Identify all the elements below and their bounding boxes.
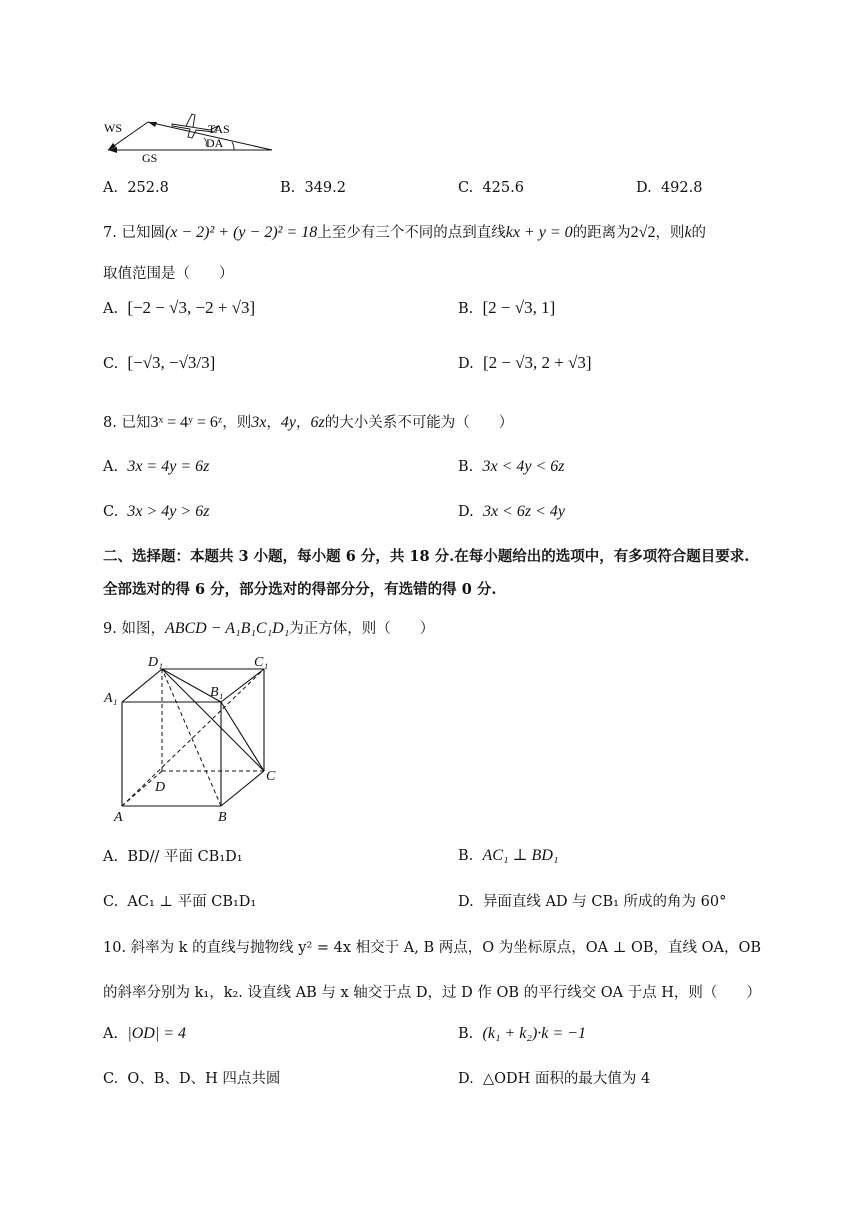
q9-cube-name: ABCD − A₁B₁C₁D₁ [164, 620, 290, 637]
q7-option-b[interactable]: B. [2 − √3, 1] [458, 298, 556, 317]
cube-figure [100, 652, 290, 824]
q6-option-c[interactable]: C. 425.6 [458, 180, 524, 196]
fig6-label-ws: WS [104, 121, 122, 135]
q8-equation: 3ˣ = 4ʸ = 6ᶻ [150, 414, 223, 431]
q10-stem-line2: 的斜率分别为 k₁，k₂. 设直线 AB 与 x 轴交于点 D，过 D 作 OB 的平行线交 OA 于点 H，则（ ） [103, 985, 761, 1001]
cube-label-d1: D₁ [148, 655, 163, 670]
q10-option-a[interactable]: A. |OD| = 4 [103, 1025, 187, 1042]
cube-label-c1: C₁ [254, 655, 269, 670]
q7-option-d[interactable]: D. [2 − √3, 2 + √3] [458, 353, 592, 372]
cube-label-b: B [218, 810, 227, 824]
fig6-label-gs: GS [142, 151, 158, 164]
q7-line-equation: kx + y = 0 [505, 224, 573, 241]
q8-number: 8. [103, 415, 117, 431]
wind-vector-figure [100, 112, 280, 164]
q10-number: 10. [103, 940, 127, 956]
cube-label-c: C [266, 769, 276, 784]
q8-option-b[interactable]: B. 3x < 4y < 6z [458, 458, 565, 475]
q8-option-d[interactable]: D. 3x < 6z < 4y [458, 503, 565, 520]
fig6-label-tas: TAS [208, 122, 230, 136]
q7-stem-line2: 取值范围是（ ） [103, 266, 234, 282]
section2-heading-line1: 二、选择题：本题共 3 小题，每小题 6 分，共 18 分.在每小题给出的选项中，有多项符合题目要求. [103, 548, 750, 565]
q7-stem-line1: 7. 已知圆(x − 2)² + (y − 2)² = 18上至少有三个不同的点到直线kx + y = 0的距离为2√2，则k的 [103, 224, 707, 241]
q10-option-d[interactable]: D. △ODH 面积的最大值为 4 [458, 1071, 651, 1087]
cube-label-d: D [155, 780, 166, 795]
q9-option-a[interactable]: A. BD// 平面 CB₁D₁ [103, 849, 243, 865]
q8-option-c[interactable]: C. 3x > 4y > 6z [103, 503, 210, 520]
q7-distance: 2√2 [630, 224, 656, 241]
q9-number: 9. [103, 621, 117, 637]
q10-option-c[interactable]: C. O、B、D、H 四点共圆 [103, 1071, 281, 1087]
section2-heading-line2: 全部选对的得 6 分，部分选对的得部分分，有选错的得 0 分. [103, 581, 497, 598]
q6-option-b[interactable]: B. 349.2 [280, 180, 346, 196]
q7-circle-equation: (x − 2)² + (y − 2)² = 18 [164, 224, 318, 241]
q10-option-b[interactable]: B. (k₁ + k₂)·k = −1 [458, 1025, 586, 1042]
q9-option-d[interactable]: D. 异面直线 AD 与 CB₁ 所成的角为 60° [458, 894, 727, 910]
cube-label-b1: B₁ [210, 685, 224, 700]
q7-option-a[interactable]: A. [−2 − √3, −2 + √3] [103, 298, 256, 317]
q10-stem-line1: 10. 斜率为 k 的直线与抛物线 y² = 4x 相交于 A, B 两点，O 为坐标原点，OA ⊥ OB，直线 OA，OB [103, 940, 761, 956]
cube-label-a1: A₁ [104, 691, 118, 706]
q7-option-c[interactable]: C. [−√3, −√3/3] [103, 353, 216, 372]
q6-option-a[interactable]: A. 252.8 [103, 180, 169, 196]
q9-option-c[interactable]: C. AC₁ ⊥ 平面 CB₁D₁ [103, 894, 257, 910]
q9-option-b[interactable]: B. AC₁ ⊥ BD₁ [458, 847, 559, 864]
q7-number: 7. [103, 225, 117, 241]
q8-stem: 8. 已知3ˣ = 4ʸ = 6ᶻ，则3x，4y，6z的大小关系不可能为（ ） [103, 414, 514, 431]
q6-option-d[interactable]: D. 492.8 [636, 180, 703, 196]
fig6-label-da: DA [206, 136, 224, 150]
q8-option-a[interactable]: A. 3x = 4y = 6z [103, 458, 210, 475]
q9-stem: 9. 如图，ABCD − A₁B₁C₁D₁为正方体，则（ ） [103, 620, 435, 637]
cube-label-a: A [114, 810, 123, 824]
